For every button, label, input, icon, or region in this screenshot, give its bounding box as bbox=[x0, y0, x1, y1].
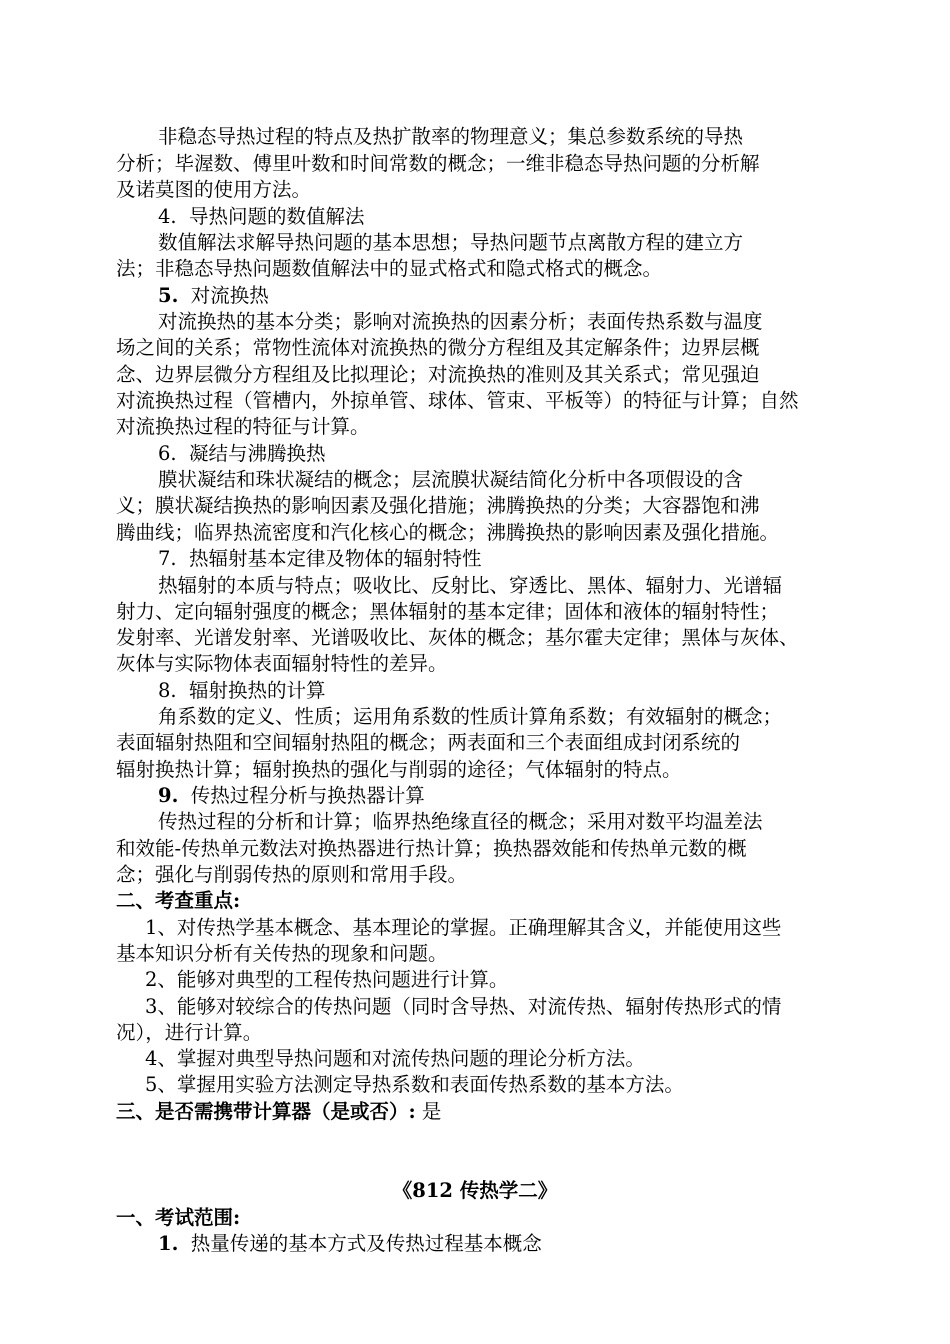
heading-title: 传热过程分析与换热器计算 bbox=[190, 784, 425, 807]
text-line: 发射率、光谱发射率、光谱吸收比、灰体的概念；基尔霍夫定律；黑体与灰体、 bbox=[116, 626, 799, 649]
text-line: 念；强化与削弱传热的原则和常用手段。 bbox=[116, 863, 468, 886]
section-heading: 一、考试范围: bbox=[116, 1206, 241, 1229]
text-line: 对流换热过程（管槽内，外掠单管、球体、管束、平板等）的特征与计算；自然 bbox=[116, 389, 799, 412]
calculator-line bbox=[116, 1099, 441, 1125]
text-line: 膜状凝结和珠状凝结的概念；层流膜状凝结简化分析中各项假设的含 bbox=[158, 468, 744, 491]
list-item-line: 基本知识分析有关传热的现象和问题。 bbox=[116, 942, 448, 965]
list-item-line: 4、掌握对典型导热问题和对流传热问题的理论分析方法。 bbox=[145, 1047, 645, 1070]
list-item-line: 2、能够对典型的工程传热问题进行计算。 bbox=[145, 968, 509, 991]
text-line: 和效能-传热单元数法对换热器进行热计算；换热器效能和传热单元数的概 bbox=[116, 837, 747, 860]
subsection-heading-8 bbox=[158, 678, 326, 704]
text-line: 念、边界层微分方程组及比拟理论；对流换热的准则及其关系式；常见强迫 bbox=[116, 363, 760, 386]
text-line: 辐射换热计算；辐射换热的强化与削弱的途径；气体辐射的特点。 bbox=[116, 758, 682, 781]
calculator-answer: 是 bbox=[421, 1100, 442, 1123]
text-line: 传热过程的分析和计算；临界热绝缘直径的概念；采用对数平均温差法 bbox=[158, 810, 763, 833]
text-line: 场之间的关系；常物性流体对流换热的微分方程组及其定解条件；边界层概 bbox=[116, 336, 760, 359]
heading-title: 对流换热 bbox=[190, 284, 269, 307]
text-line: 非稳态导热过程的特点及热扩散率的物理意义；集总参数系统的导热 bbox=[158, 125, 744, 148]
text-line: 法；非稳态导热问题数值解法中的显式格式和隐式格式的概念。 bbox=[116, 257, 663, 280]
list-item-line: 5、掌握用实验方法测定导热系数和表面传热系数的基本方法。 bbox=[145, 1073, 684, 1096]
text-line: 射力、定向辐射强度的概念；黑体辐射的基本定律；固体和液体的辐射特性； bbox=[116, 600, 780, 623]
subsection-heading-5 bbox=[158, 283, 269, 309]
subsection-heading-4 bbox=[158, 204, 365, 230]
list-item-line: 3、能够对较综合的传热问题（同时含导热、对流传热、辐射传热形式的情 bbox=[145, 995, 782, 1018]
heading-title: 热辐射基本定律及物体的辐射特性 bbox=[189, 547, 482, 570]
exam-title: 《812 传热学二》 bbox=[392, 1179, 558, 1202]
subsection-heading-9 bbox=[158, 783, 425, 809]
text-line: 义；膜状凝结换热的影响因素及强化措施；沸腾换热的分类；大容器饱和沸 bbox=[116, 494, 760, 517]
text-line: 对流换热过程的特征与计算。 bbox=[116, 415, 370, 438]
text-line: 对流换热的基本分类；影响对流换热的因素分析；表面传热系数与温度 bbox=[158, 310, 763, 333]
heading-number: 1. bbox=[158, 1232, 179, 1255]
heading-number: 9. bbox=[158, 784, 179, 807]
text-line: 腾曲线；临界热流密度和汽化核心的概念；沸腾换热的影响因素及强化措施。 bbox=[116, 521, 780, 544]
text-line: 角系数的定义、性质；运用角系数的性质计算角系数；有效辐射的概念； bbox=[158, 705, 783, 728]
heading-title: 热量传递的基本方式及传热过程基本概念 bbox=[190, 1232, 542, 1255]
text-line: 分析；毕渥数、傅里叶数和时间常数的概念；一维非稳态导热问题的分析解 bbox=[116, 152, 760, 175]
section-heading: 三、是否需携带计算器（是或否）: bbox=[116, 1100, 416, 1123]
text-line: 及诺莫图的使用方法。 bbox=[116, 178, 312, 201]
heading-title: 导热问题的数值解法 bbox=[189, 205, 365, 228]
text-line: 灰体与实际物体表面辐射特性的差异。 bbox=[116, 652, 448, 675]
list-item-line: 1、对传热学基本概念、基本理论的掌握。正确理解其含义，并能使用这些 bbox=[145, 916, 782, 939]
heading-number: 4. bbox=[158, 205, 177, 228]
list-item-line: 况），进行计算。 bbox=[116, 1021, 263, 1044]
heading-number: 8. bbox=[158, 679, 177, 702]
text-line: 热辐射的本质与特点；吸收比、反射比、穿透比、黑体、辐射力、光谱辐 bbox=[158, 574, 783, 597]
heading-title: 凝结与沸腾换热 bbox=[189, 442, 326, 465]
text-line: 数值解法求解导热问题的基本思想；导热问题节点离散方程的建立方 bbox=[158, 231, 744, 254]
heading-number: 6. bbox=[158, 442, 177, 465]
heading-number: 7. bbox=[158, 547, 177, 570]
text-line: 表面辐射热阻和空间辐射热阻的概念；两表面和三个表面组成封闭系统的 bbox=[116, 731, 741, 754]
subsection-heading-1 bbox=[158, 1231, 542, 1257]
heading-number: 5. bbox=[158, 284, 179, 307]
subsection-heading-6 bbox=[158, 441, 326, 467]
subsection-heading-7 bbox=[158, 546, 482, 572]
heading-title: 辐射换热的计算 bbox=[189, 679, 326, 702]
section-heading: 二、考查重点: bbox=[116, 889, 241, 912]
